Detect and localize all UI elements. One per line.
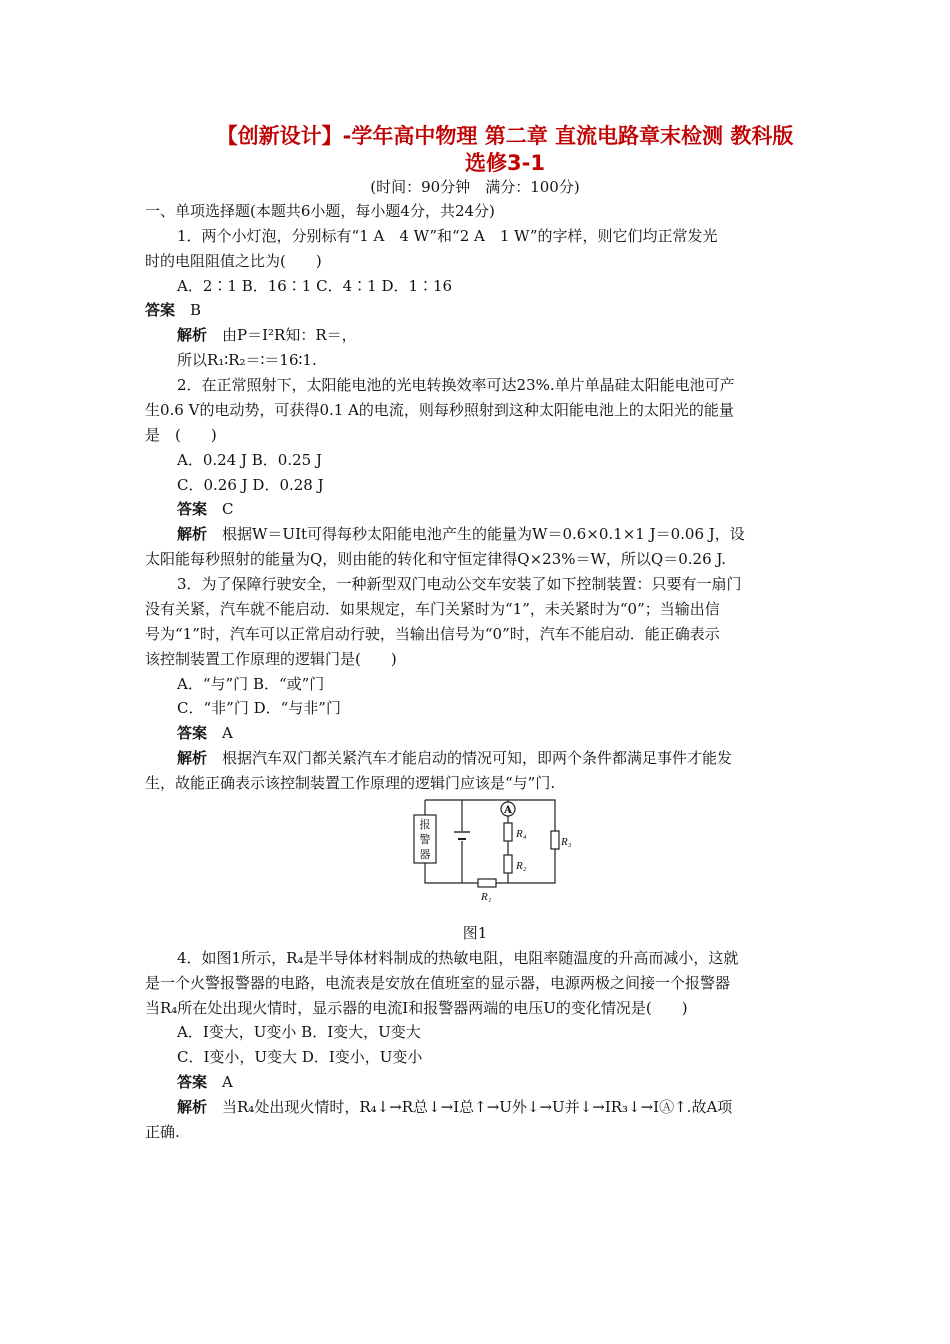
label-lead: 解析 — [177, 749, 208, 767]
exam-info: (时间：90分钟 满分：100分) — [370, 178, 580, 196]
label-lead: 答案 — [177, 724, 208, 742]
q3-stem-line2: 没有关紧，汽车就不能启动．如果规定，车门关紧时为“1”，未关紧时为“0”；当输出信 — [145, 600, 720, 618]
r4-label: R₄ — [516, 828, 527, 840]
q1-options: A．2∶1 B．16∶1 C．4∶1 D．1∶16 — [177, 277, 453, 295]
q3-stem-line4: 该控制装置工作原理的逻辑门是( ) — [145, 650, 397, 668]
q3-stem-line3: 号为“1”时，汽车可以正常启动行驶，当输出信号为“0”时，汽车不能启动．能正确表示 — [145, 625, 720, 643]
q4-answer: 答案 A — [177, 1073, 233, 1091]
label-lead: 解析 — [177, 525, 208, 543]
resistor-r4 — [504, 823, 512, 841]
q4-stem-line2: 是一个火警报警器的电路，电流表是安放在值班室的显示器，电源两极之间接一个报警器 — [145, 974, 731, 992]
label-lead: 答案 — [145, 301, 176, 319]
q1-analysis-line2: 所以R₁∶R₂＝∶＝16∶1. — [177, 351, 317, 369]
q2-options-line1: A．0.24 J B．0.25 J — [177, 451, 322, 469]
q1-analysis-line1: 解析 由P＝I²R知：R＝， — [177, 326, 357, 344]
q1-stem-line1: 1．两个小灯泡，分别标有“1 A 4 W”和“2 A 1 W”的字样，则它们均正常发光 — [177, 227, 718, 245]
q4-stem-line3: 当R₄所在处出现火情时，显示器的电流I和报警器两端的电压U的变化情况是( ) — [145, 999, 688, 1017]
resistor-r3 — [551, 831, 559, 849]
q3-stem-line1: 3．为了保障行驶安全，一种新型双门电动公交车安装了如下控制装置：只要有一扇门 — [177, 575, 742, 593]
r2-label: R₂ — [516, 860, 527, 872]
outer-wire — [425, 800, 555, 883]
q2-analysis-line1: 解析 根据W＝UIt可得每秒太阳能电池产生的能量为W＝0.6×0.1×1 J＝0.06 J，设 — [177, 525, 745, 543]
q4-options-line2: C．I变小，U变大 D．I变小，U变小 — [177, 1048, 423, 1066]
resistor-r2 — [504, 855, 512, 873]
q2-stem-line3: 是 ( ) — [145, 426, 217, 444]
label-lead: 答案 — [177, 500, 208, 518]
q4-analysis-line2: 正确. — [145, 1123, 180, 1141]
alarm-label-char1: 报 — [419, 818, 431, 831]
section-heading: 一、单项选择题(本题共6小题，每小题4分，共24分) — [145, 202, 495, 220]
q2-stem-line2: 生0.6 V的电动势，可获得0.1 A的电流，则每秒照射到这种太阳能电池上的太阳光的能量 — [145, 401, 734, 419]
q4-options-line1: A．I变大，U变小 B．I变大，U变大 — [177, 1023, 421, 1041]
label-lead: 解析 — [177, 1098, 208, 1116]
r3-label: R₃ — [561, 836, 572, 848]
q1-stem-line2: 时的电阻阻值之比为( ) — [145, 252, 322, 270]
q3-options-line2: C．“非”门 D．“与非”门 — [177, 699, 341, 717]
label-lead: 答案 — [177, 1073, 208, 1091]
q2-analysis-line2: 太阳能每秒照射的能量为Q，则由能的转化和守恒定律得Q×23%＝W，所以Q＝0.26 J. — [145, 550, 727, 568]
q3-analysis-line2: 生，故能正确表示该控制装置工作原理的逻辑门应该是“与”门. — [145, 774, 556, 792]
ammeter-label: A — [504, 805, 512, 816]
resistor-r1 — [478, 879, 496, 887]
q2-answer: 答案 C — [177, 500, 234, 518]
label-lead: 解析 — [177, 326, 208, 344]
document-title-line1: 【创新设计】-学年高中物理 第二章 直流电路章末检测 教科版 — [216, 124, 794, 148]
figure-caption: 图1 — [462, 924, 488, 942]
q3-answer: 答案 A — [177, 724, 233, 742]
q1-answer: 答案 B — [145, 301, 202, 319]
circuit-diagram — [410, 795, 580, 905]
q2-options-line2: C．0.26 J D．0.28 J — [177, 476, 324, 494]
q4-stem-line1: 4．如图1所示，R₄是半导体材料制成的热敏电阻，电阻率随温度的升高而减小，这就 — [177, 949, 739, 967]
alarm-label-char2: 警 — [419, 833, 431, 846]
q3-analysis-line1: 解析 根据汽车双门都关紧汽车才能启动的情况可知，即两个条件都满足事件才能发 — [177, 749, 733, 767]
q3-options-line1: A．“与”门 B．“或”门 — [177, 675, 325, 693]
q2-stem-line1: 2．在正常照射下，太阳能电池的光电转换效率可达23%.单片单晶硅太阳能电池可产 — [177, 376, 735, 394]
r1-label: R₁ — [481, 891, 492, 903]
q4-analysis-line1: 解析 当R₄处出现火情时，R₄↓→R总↓→I总↑→U外↓→U并↓→IR₃↓→IⒶ↑.故A项 — [177, 1098, 733, 1116]
document-title-line2: 选修3-1 — [465, 151, 545, 175]
alarm-label-char3: 器 — [419, 848, 431, 861]
